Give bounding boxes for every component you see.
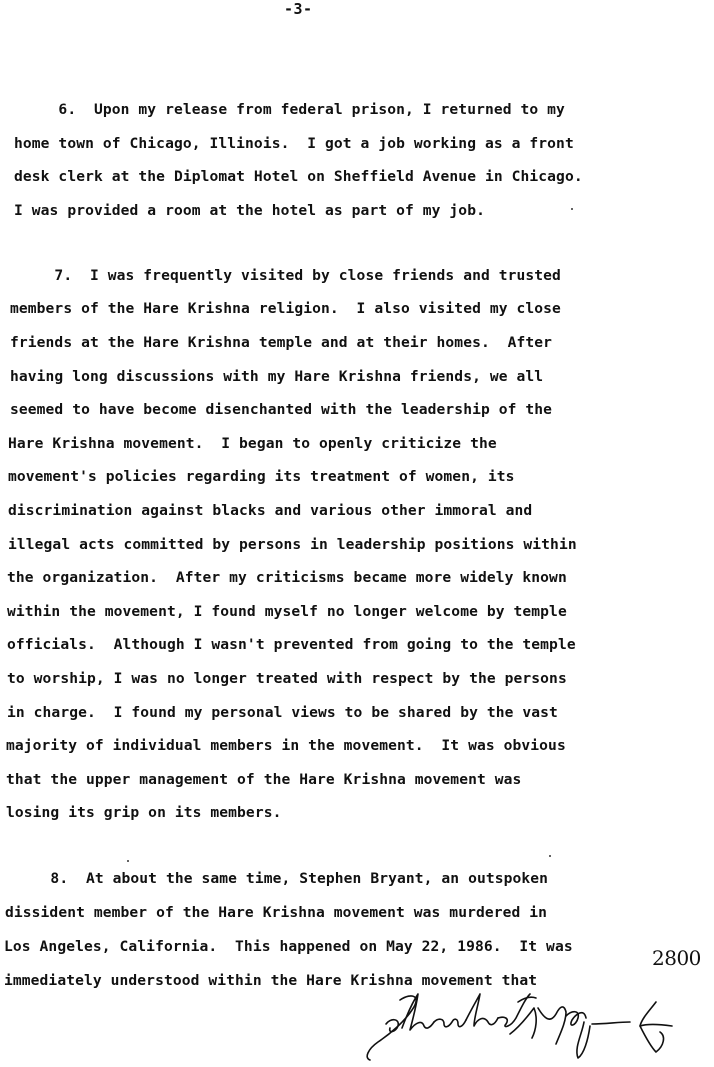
- text-line: I was provided a room at the hotel as part of my job.: [14, 202, 485, 219]
- scan-speck: [571, 208, 573, 210]
- text-line: majority of individual members in the movement. It was obvious: [6, 737, 566, 754]
- text-line: officials. Although I wasn't prevented from going to the temple: [7, 636, 576, 653]
- text-line: immediately understood within the Hare Krishna movement that: [4, 972, 538, 989]
- text-line: illegal acts committed by persons in leadership positions within: [8, 536, 577, 553]
- text-line: Los Angeles, California. This happened on May 22, 1986. It was: [4, 938, 573, 955]
- bates-stamp: 2800: [652, 946, 701, 970]
- signature-image: [360, 988, 690, 1063]
- text-line: 6. Upon my release from federal prison, I returned to my: [14, 101, 565, 118]
- text-line: in charge. I found my personal views to be shared by the vast: [7, 704, 558, 721]
- page-number: -3-: [284, 0, 313, 18]
- text-line: Hare Krishna movement. I began to openly criticize the: [8, 435, 497, 452]
- text-line: movement's policies regarding its treatment of women, its: [8, 468, 515, 485]
- text-line: dissident member of the Hare Krishna movement was murdered in: [5, 904, 548, 921]
- text-line: desk clerk at the Diplomat Hotel on Sheffield Avenue in Chicago.: [14, 168, 583, 185]
- text-line: seemed to have become disenchanted with the leadership of the: [10, 401, 553, 418]
- text-line: losing its grip on its members.: [6, 804, 282, 821]
- text-line: having long discussions with my Hare Krishna friends, we all: [10, 368, 544, 385]
- text-line: the organization. After my criticisms became more widely known: [7, 569, 567, 586]
- scan-speck: [549, 855, 551, 857]
- text-line: discrimination against blacks and various other immoral and: [8, 502, 533, 519]
- text-line: that the upper management of the Hare Krishna movement was: [6, 771, 522, 788]
- text-line: members of the Hare Krishna religion. I also visited my close: [10, 300, 561, 317]
- text-line: within the movement, I found myself no longer welcome by temple: [7, 603, 567, 620]
- scan-speck: [127, 860, 129, 862]
- text-line: 7. I was frequently visited by close friends and trusted: [10, 267, 561, 284]
- text-line: 8. At about the same time, Stephen Bryant, an outspoken: [6, 870, 549, 887]
- text-line: friends at the Hare Krishna temple and at their homes. After: [10, 334, 553, 351]
- text-line: to worship, I was no longer treated with respect by the persons: [7, 670, 567, 687]
- text-line: home town of Chicago, Illinois. I got a job working as a front: [14, 135, 574, 152]
